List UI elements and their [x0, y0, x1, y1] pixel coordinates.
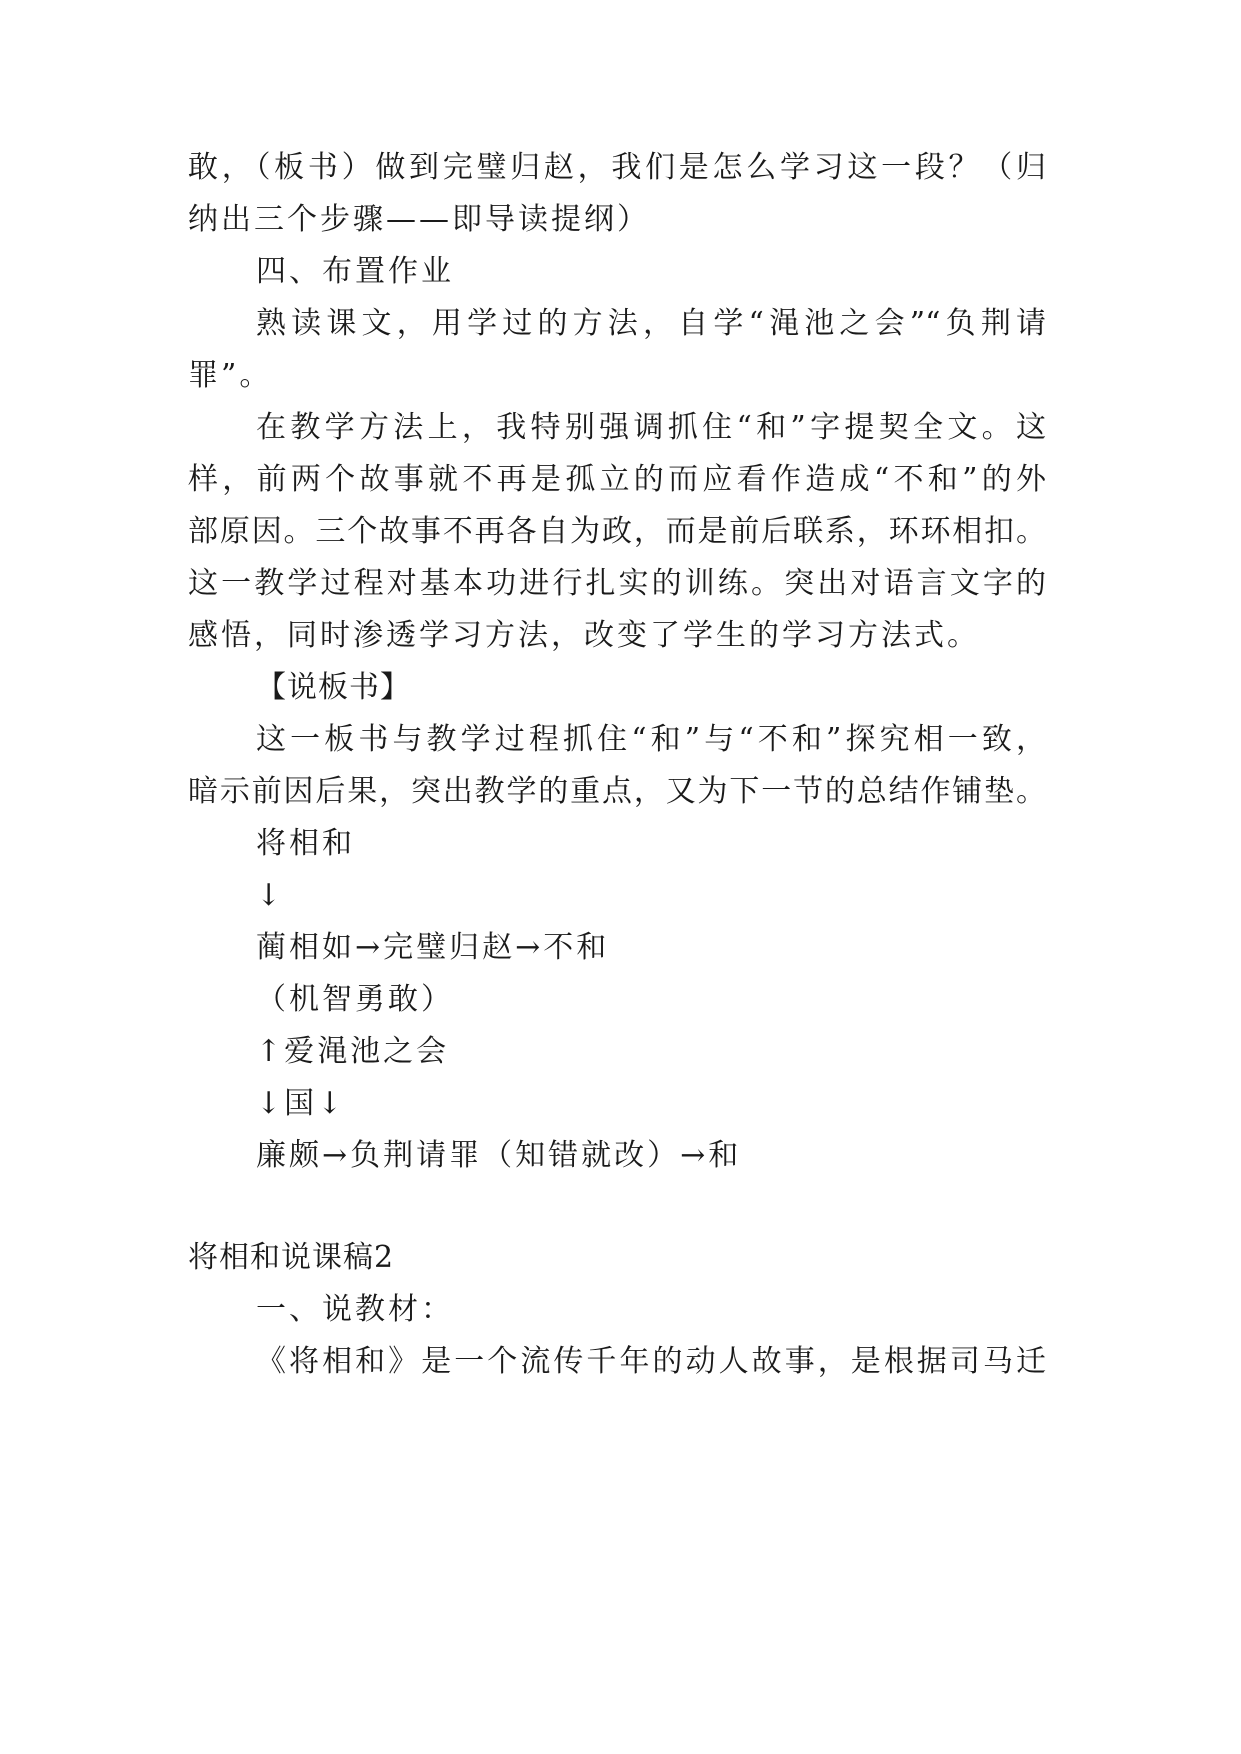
paragraph-line: 罪”。 — [188, 358, 273, 393]
paragraph-line: 样，前两个故事就不再是孤立的而应看作造成“不和”的外 — [188, 462, 1046, 497]
section-heading: 四、布置作业 — [256, 254, 454, 289]
paragraph-line: 这一板书与教学过程抓住“和”与“不和”探究相一致， — [256, 722, 1046, 757]
section-heading: 一、说教材： — [256, 1292, 454, 1327]
paragraph-line: 敢，（板书）做到完璧归赵，我们是怎么学习这一段？（归 — [188, 150, 1046, 185]
paragraph-line: 感悟，同时渗透学习方法，改变了学生的学习方法式。 — [188, 618, 980, 653]
paragraph-line: 这一教学过程对基本功进行扎实的训练。突出对语言文字的 — [188, 566, 1046, 601]
paragraph-line: 在教学方法上，我特别强调抓住“和”字提契全文。这 — [256, 410, 1046, 445]
board-arrow: ↓ — [256, 878, 285, 913]
board-line: ↓国↓ — [256, 1086, 346, 1121]
board-line: 将相和 — [256, 826, 355, 861]
paragraph-line: 熟读课文，用学过的方法，自学“渑池之会”“负荆请 — [256, 306, 1046, 341]
paragraph-line: 纳出三个步骤——即导读提纲） — [188, 202, 650, 237]
section-heading: 【说板书】 — [256, 670, 411, 705]
board-line: 廉颇→负荆请罪（知错就改）→和 — [256, 1138, 742, 1173]
document-title: 将相和说课稿2 — [188, 1240, 395, 1275]
board-line: （机智勇敢） — [256, 982, 454, 1017]
paragraph-line: 部原因。三个故事不再各自为政，而是前后联系，环环相扣。 — [188, 514, 1046, 549]
paragraph-line: 暗示前因后果，突出教学的重点，又为下一节的总结作铺垫。 — [188, 774, 1046, 809]
board-line: ↑爱渑池之会 — [256, 1034, 450, 1069]
board-line: 蔺相如→完璧归赵→不和 — [256, 930, 610, 965]
paragraph-line: 《将相和》是一个流传千年的动人故事，是根据司马迁 — [256, 1344, 1046, 1379]
